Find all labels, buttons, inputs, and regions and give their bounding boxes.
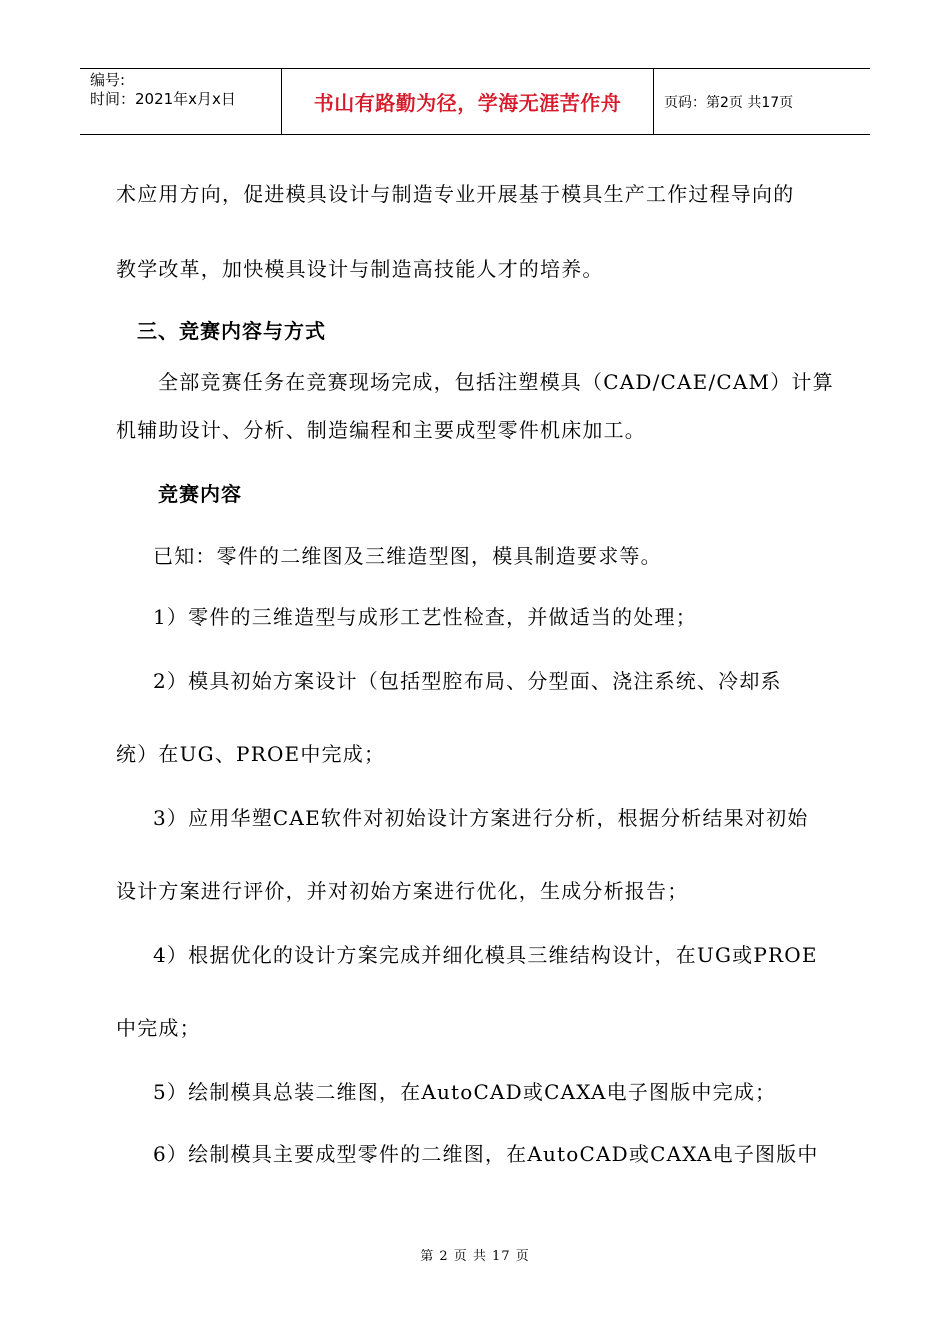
- subsection-heading: 竞赛内容: [158, 482, 242, 506]
- list-item: 2）模具初始方案设计（包括型腔布局、分型面、浇注系统、冷却系: [153, 669, 782, 693]
- paragraph-line: 教学改革，加快模具设计与制造高技能人才的培养。: [116, 257, 604, 281]
- list-item: 3）应用华塑CAE软件对初始设计方案进行分析，根据分析结果对初始: [153, 806, 809, 830]
- list-item-continuation: 设计方案进行评价，并对初始方案进行优化，生成分析报告；: [116, 879, 689, 903]
- paragraph-line: 已知：零件的二维图及三维造型图，模具制造要求等。: [153, 544, 662, 568]
- list-item: 4）根据优化的设计方案完成并细化模具三维结构设计，在UG或PROE: [153, 943, 818, 967]
- document-time-label: 时间：2021年x月x日: [90, 90, 236, 108]
- header-page-info: 页码：第2页 共17页: [664, 94, 794, 111]
- header-meta-cell: [80, 69, 282, 134]
- list-item: 6）绘制模具主要成型零件的二维图，在AutoCAD或CAXA电子图版中: [153, 1142, 819, 1166]
- paragraph-line: 机辅助设计、分析、制造编程和主要成型零件机床加工。: [116, 418, 646, 442]
- list-item-continuation: 统）在UG、PROE中完成；: [116, 742, 386, 766]
- list-item: 1）零件的三维造型与成形工艺性检查，并做适当的处理；: [153, 605, 697, 629]
- list-item-continuation: 中完成；: [116, 1016, 201, 1040]
- page-header: [80, 68, 870, 135]
- list-item: 5）绘制模具总装二维图，在AutoCAD或CAXA电子图版中完成；: [153, 1080, 777, 1104]
- document-number-label: 编号:: [90, 71, 126, 89]
- paragraph-line: 全部竞赛任务在竞赛现场完成，包括注塑模具（CAD/CAE/CAM）计算: [158, 370, 834, 394]
- paragraph-line: 术应用方向，促进模具设计与制造专业开展基于模具生产工作过程导向的: [116, 182, 795, 206]
- section-heading: 三、竞赛内容与方式: [137, 319, 326, 343]
- header-motto: 书山有路勤为径，学海无涯苦作舟: [282, 69, 654, 134]
- page-footer: 第 2 页 共 17 页: [420, 1249, 530, 1264]
